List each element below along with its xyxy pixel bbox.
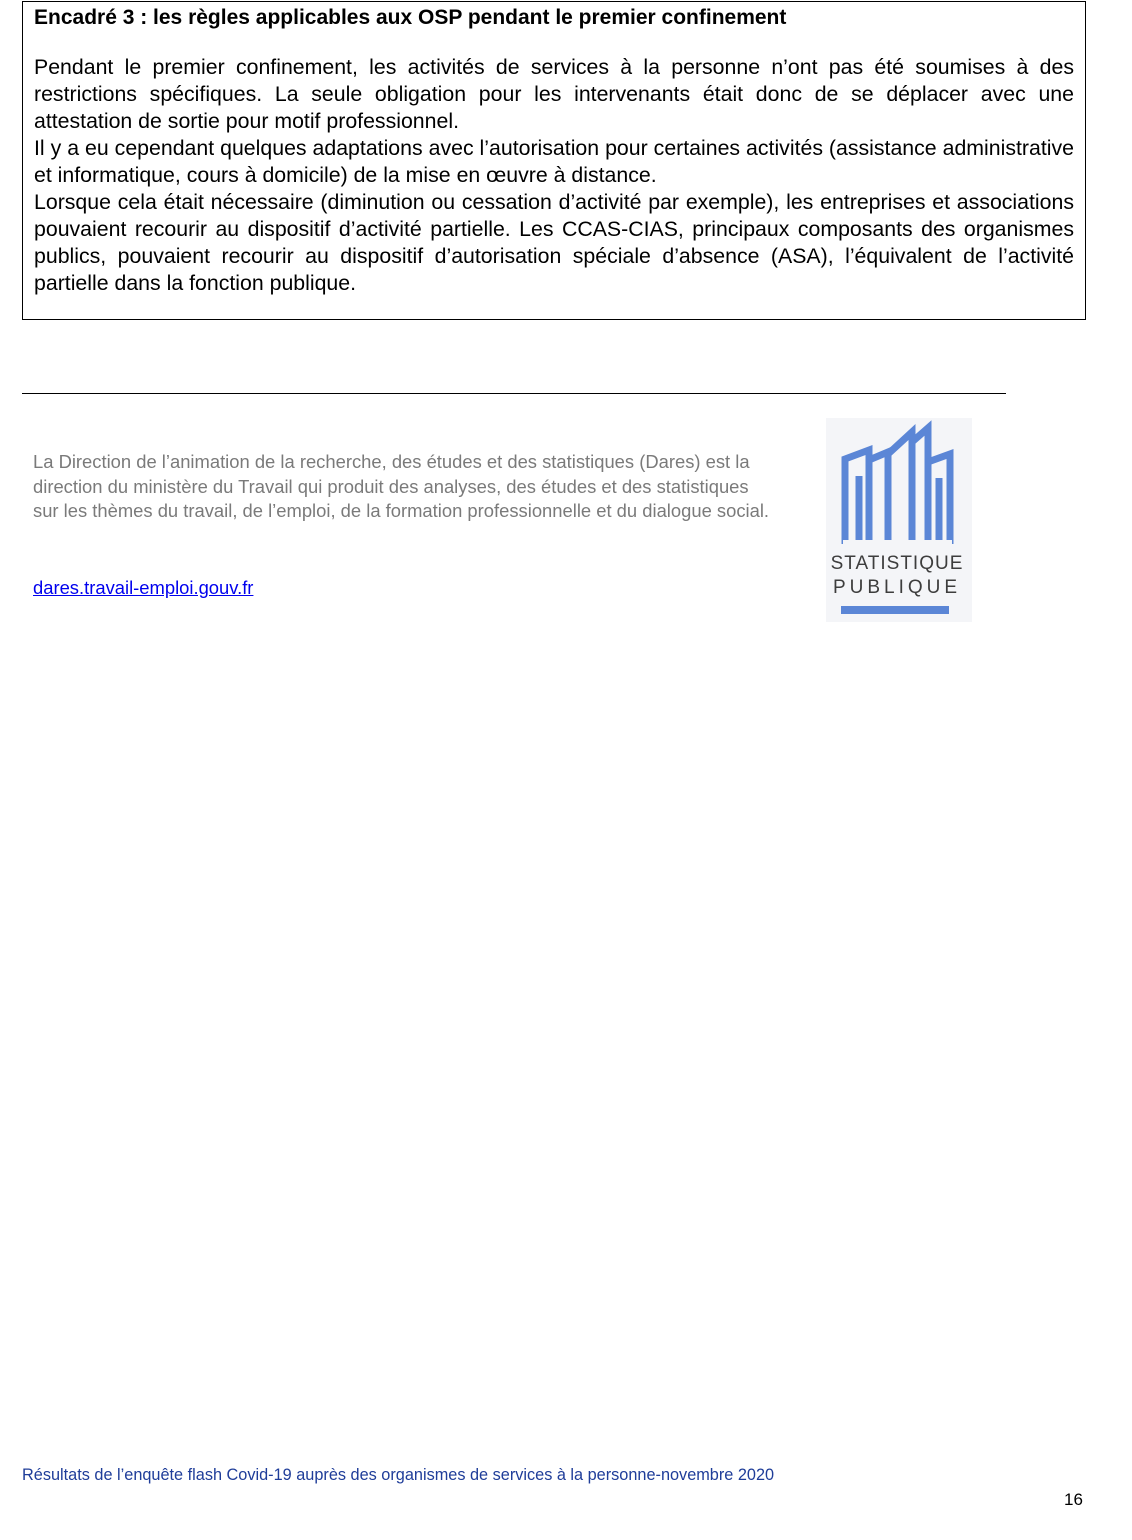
statistique-publique-logo [826, 418, 972, 622]
section-divider [22, 393, 1006, 394]
dares-description: La Direction de l’animation de la recherche, des études et des statistiques (Dares) est la direction du ministère du Travail qui produit des analyses, des études et des statistiques sur les thèmes du travail, de l’emploi, de la formation professionnelle et du dialogue social. [33, 451, 770, 521]
logo-text-line1: STATISTIQUE [830, 553, 964, 574]
encadre-box [22, 1, 1086, 320]
page-number: 16 [1064, 1490, 1083, 1509]
footer-title: Résultats de l’enquête flash Covid-19 auprès des organismes de services à la personne-novembre 2020 [22, 1466, 775, 1484]
statistique-publique-logo-icon [826, 418, 972, 622]
encadre-body [34, 54, 1074, 297]
encadre-title: Encadré 3 : les règles applicables aux OSP pendant le premier confinement [34, 6, 787, 29]
encadre-paragraph: Il y a eu cependant quelques adaptations avec l’autorisation pour certaines activités (assistance administrative et informatique, cours à domicile) de la mise en œuvre à distance. [34, 136, 1074, 187]
encadre-paragraph: Lorsque cela était nécessaire (diminution ou cessation d’activité par exemple), les entreprises et associations pouvaient recourir au dispositif d’activité partielle. Les CCAS-CIAS, principaux composants des organismes publics, pouvaient recourir au dispositif d’autorisation spéciale d’absence (ASA), l’équivalent de l’activité partielle dans la fonction publique. [34, 190, 1074, 295]
dares-website-link[interactable]: dares.travail-emploi.gouv.fr [33, 577, 254, 598]
encadre-paragraph: Pendant le premier confinement, les activités de services à la personne n’ont pas été soumises à des restrictions spécifiques. La seule obligation pour les intervenants était donc de se déplacer avec une attestation de sortie pour motif professionnel. [34, 55, 1074, 133]
logo-text-line2: PUBLIQUE [832, 577, 962, 598]
